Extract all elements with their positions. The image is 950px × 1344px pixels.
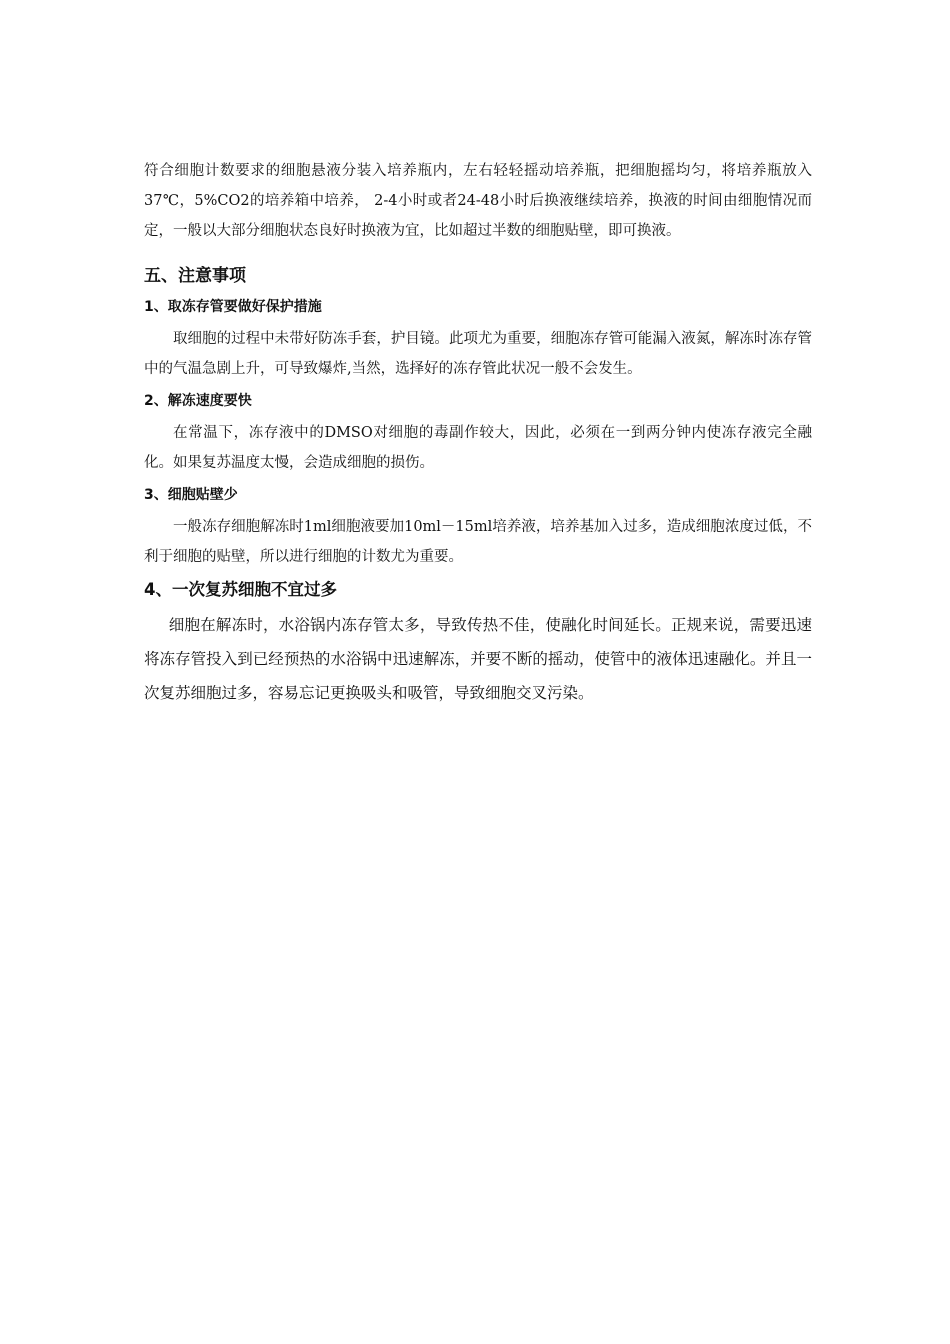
item-3-heading: 3、细胞贴壁少 xyxy=(144,487,238,503)
item-1-heading: 1、取冻存管要做好保护措施 xyxy=(144,299,322,315)
item-1-body: 取细胞的过程中未带好防冻手套，护目镜。此项尤为重要，细胞冻存管可能漏入液氮，解冻时冻存管中的气温急剧上升，可导致爆炸,当然，选择好的冻存管此状况一般不会发生。 xyxy=(144,331,812,377)
document-page xyxy=(144,156,812,710)
item-2-body: 在常温下，冻存液中的DMSO对细胞的毒副作较大，因此，必须在一到两分钟内使冻存液完全融化。如果复苏温度太慢，会造成细胞的损伤。 xyxy=(144,425,812,471)
item-4-heading: 4、一次复苏细胞不宜过多 xyxy=(144,580,337,599)
item-3-body: 一般冻存细胞解冻时1ml细胞液要加10ml－15ml培养液，培养基加入过多，造成细胞浓度过低，不利于细胞的贴壁，所以进行细胞的计数尤为重要。 xyxy=(144,519,812,565)
item-2-heading: 2、解冻速度要快 xyxy=(144,393,252,409)
section-title: 五、注意事项 xyxy=(144,266,246,286)
intro-paragraph: 符合细胞计数要求的细胞悬液分装入培养瓶内，左右轻轻摇动培养瓶，把细胞摇均匀，将培养瓶放入37℃，5%CO2的培养箱中培养， 2-4小时或者24-48小时后换液继续培养，换液的时间由细胞情况而定，一般以大部分细胞状态良好时换液为宜，比如超过半数的细胞贴壁，即可换液。 xyxy=(144,163,812,239)
item-4-body: 细胞在解冻时，水浴锅内冻存管太多，导致传热不佳，使融化时间延长。正规来说，需要迅速将冻存管投入到已经预热的水浴锅中迅速解冻，并要不断的摇动，使管中的液体迅速融化。并且一次复苏细胞过多，容易忘记更换吸头和吸管，导致细胞交叉污染。 xyxy=(144,616,812,702)
